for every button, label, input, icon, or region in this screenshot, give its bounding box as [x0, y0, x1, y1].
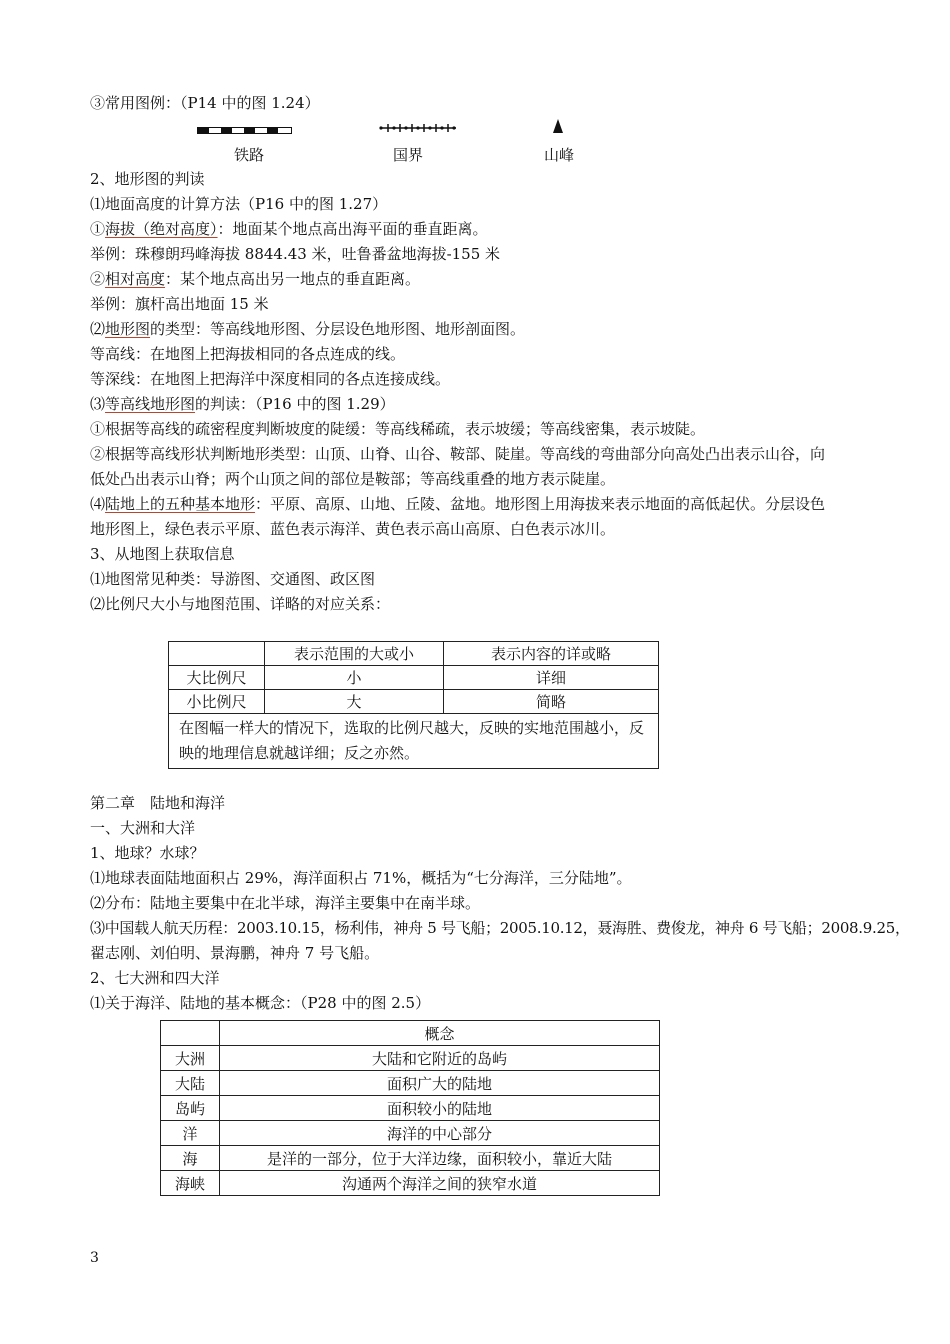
- table-cell: 大陆和它附近的岛屿: [220, 1046, 660, 1071]
- concept-table: [160, 1020, 660, 1196]
- section-heading: 2、地形图的判读: [90, 170, 205, 188]
- paragraph-line: ②根据等高线形状判断地形类型：山顶、山脊、山谷、鞍部、陡崖。等高线的弯曲部分向高处凸出表示山谷，向: [90, 445, 826, 463]
- table-row: [161, 1146, 660, 1171]
- table-row: [161, 1046, 660, 1071]
- term-five-landforms: 陆地上的五种基本地形: [105, 495, 256, 513]
- table-cell: 岛屿: [161, 1096, 220, 1121]
- table-cell: 洋: [161, 1121, 220, 1146]
- legend-heading: ③常用图例：（P14 中的图 1.24）: [90, 94, 320, 112]
- paragraph-line: ⑷陆地上的五种基本地形：平原、高原、山地、丘陵、盆地。地形图上用海拔来表示地面的高低起伏。分层设色: [90, 495, 826, 513]
- paragraph-line: ⑴地面高度的计算方法（P16 中的图 1.27）: [90, 195, 388, 213]
- table-cell: 简略: [444, 690, 659, 714]
- table-cell: 小比例尺: [169, 690, 265, 714]
- table-cell: 详细: [444, 666, 659, 690]
- table-note-row: [169, 714, 659, 769]
- chapter-heading: 第二章 陆地和海洋: [90, 794, 226, 812]
- paragraph-line: ⑶中国载人航天历程：2003.10.15，杨利伟，神舟 5 号飞船；2005.10.12，聂海胜、费俊龙，神舟 6 号飞船；2008.9.25，: [90, 919, 910, 937]
- peak-triangle-icon: [553, 119, 563, 137]
- section-heading: 1、地球？水球？: [90, 844, 205, 862]
- paragraph-line: ⑴地图常见种类：导游图、交通图、政区图: [90, 570, 376, 588]
- legend-railway-label: 铁路: [234, 146, 265, 164]
- section-heading: 3、从地图上获取信息: [90, 545, 235, 563]
- table-header-cell: 表示内容的详或略: [444, 642, 659, 666]
- table-cell: 大陆: [161, 1071, 220, 1096]
- table-cell: 面积较小的陆地: [220, 1096, 660, 1121]
- table-cell: 是洋的一部分，位于大洋边缘，面积较小，靠近大陆: [220, 1146, 660, 1171]
- table-note: 在图幅一样大的情况下，选取的比例尺越大，反映的实地范围越小，反映的地理信息就越详细；反之亦然。: [169, 714, 659, 769]
- paragraph-line: ①根据等高线的疏密程度判断坡度的陡缓：等高线稀疏，表示坡缓；等高线密集，表示坡陡。: [90, 420, 706, 438]
- table-header-cell: [161, 1021, 220, 1046]
- table-cell: 海洋的中心部分: [220, 1121, 660, 1146]
- paragraph-line: 等高线：在地图上把海拔相同的各点连成的线。: [90, 345, 406, 363]
- table-cell: 小: [265, 666, 444, 690]
- table-cell: 大比例尺: [169, 666, 265, 690]
- paragraph-line: ⑵比例尺大小与地图范围、详略的对应关系：: [90, 595, 391, 613]
- table-cell: 大洲: [161, 1046, 220, 1071]
- scale-table: [168, 641, 659, 769]
- table-header-cell: 概念: [220, 1021, 660, 1046]
- table-header-cell: 表示范围的大或小: [265, 642, 444, 666]
- paragraph-line: ⑴关于海洋、陆地的基本概念：（P28 中的图 2.5）: [90, 994, 431, 1012]
- paragraph-line: 地形图上，绿色表示平原、蓝色表示海洋、黄色表示高山高原、白色表示冰川。: [90, 520, 616, 538]
- table-row: [161, 1096, 660, 1121]
- railway-symbol-icon: [197, 122, 293, 140]
- table-row: [169, 690, 659, 714]
- table-cell: 海: [161, 1146, 220, 1171]
- table-cell: 面积广大的陆地: [220, 1071, 660, 1096]
- paragraph-line: 翟志刚、刘伯明、景海鹏，神舟 7 号飞船。: [90, 944, 380, 962]
- term-topographic-map: 地形图: [105, 320, 151, 338]
- table-cell: 海峡: [161, 1171, 220, 1196]
- section-heading: 一、大洲和大洋: [90, 819, 196, 837]
- table-header-cell: [169, 642, 265, 666]
- term-relative-height: 相对高度: [105, 270, 166, 288]
- paragraph-line: ⑴地球表面陆地面积占 29%，海洋面积占 71%，概括为“七分海洋，三分陆地”。: [90, 869, 632, 887]
- table-row: [161, 1071, 660, 1096]
- paragraph-line: ②相对高度：某个地点高出另一地点的垂直距离。: [90, 270, 421, 288]
- term-contour-map: 等高线地形图: [105, 395, 196, 413]
- section-heading: 2、七大洲和四大洋: [90, 969, 220, 987]
- table-row: [169, 666, 659, 690]
- paragraph-line: ⑵分布：陆地主要集中在北半球，海洋主要集中在南半球。: [90, 894, 481, 912]
- legend-peak-label: 山峰: [544, 146, 575, 164]
- table-cell: 大: [265, 690, 444, 714]
- table-row: [161, 1121, 660, 1146]
- table-row: [161, 1171, 660, 1196]
- page-number: 3: [90, 1250, 99, 1266]
- term-altitude: 海拔（绝对高度）: [105, 220, 218, 238]
- border-symbol-icon: [378, 120, 458, 138]
- paragraph-line: 举例：珠穆朗玛峰海拔 8844.43 米，吐鲁番盆地海拔-155 米: [90, 245, 501, 263]
- paragraph-line: ①海拔（绝对高度）：地面某个地点高出海平面的垂直距离。: [90, 220, 488, 238]
- paragraph-line: 举例：旗杆高出地面 15 米: [90, 295, 269, 313]
- paragraph-line: 等深线：在地图上把海洋中深度相同的各点连接成线。: [90, 370, 451, 388]
- paragraph-line: ⑶等高线地形图的判读：（P16 中的图 1.29）: [90, 395, 395, 413]
- paragraph-line: ⑵地形图的类型：等高线地形图、分层设色地形图、地形剖面图。: [90, 320, 526, 338]
- legend-border-label: 国界: [393, 146, 424, 164]
- paragraph-line: 低处凸出表示山脊；两个山顶之间的部位是鞍部；等高线重叠的地方表示陡崖。: [90, 470, 616, 488]
- table-cell: 沟通两个海洋之间的狭窄水道: [220, 1171, 660, 1196]
